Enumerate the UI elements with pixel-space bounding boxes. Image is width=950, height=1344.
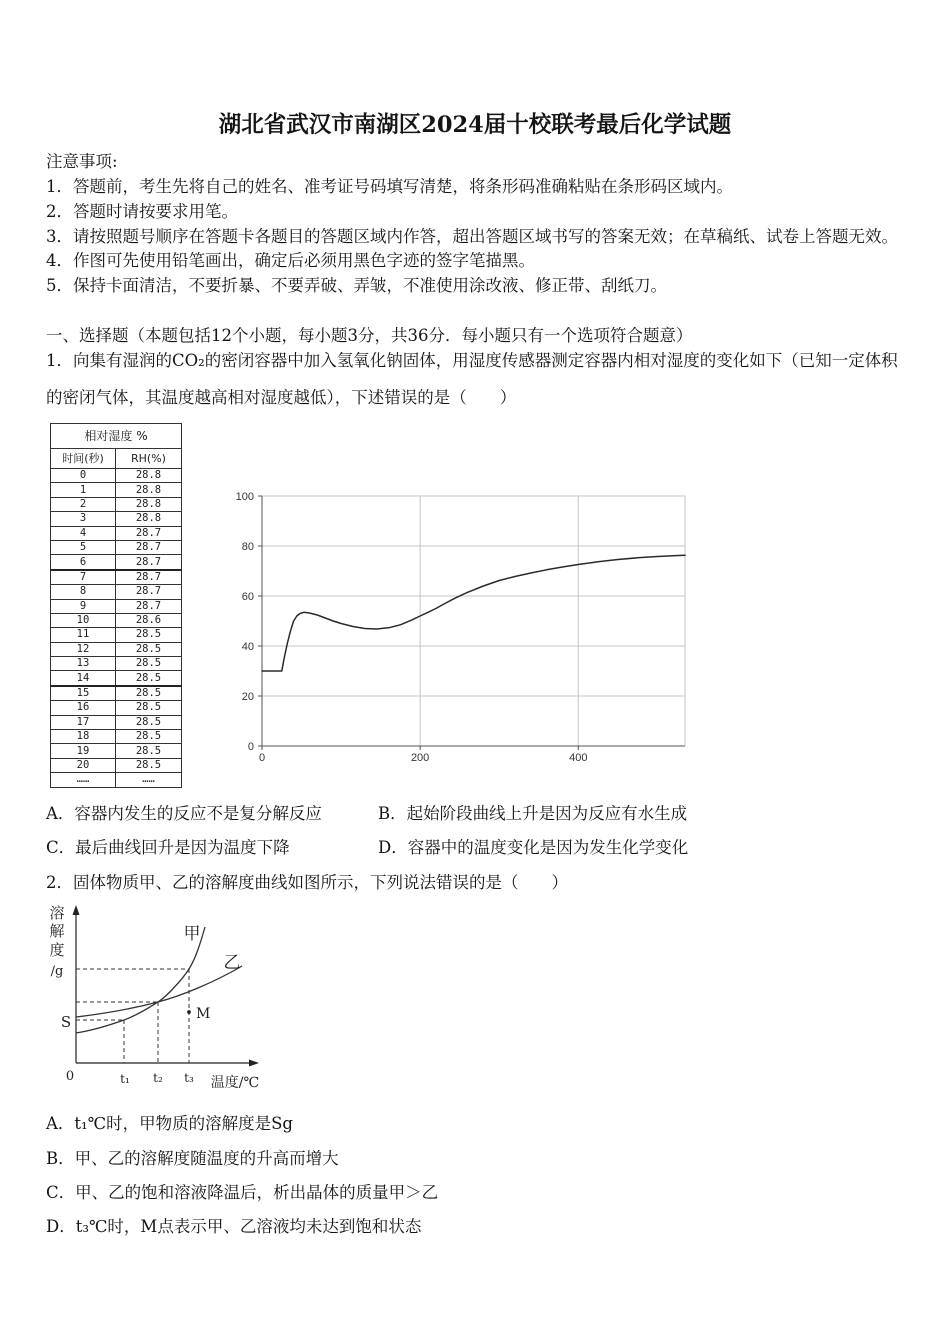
rh-cell: 28.5 [116,744,182,758]
table-header-row [51,449,182,469]
rh-cell: 28.7 [116,555,182,570]
rh-cell: 28.7 [116,585,182,599]
table-row [51,730,182,744]
table-row [51,642,182,656]
time-cell: 5 [51,540,116,554]
rh-cell: 28.5 [116,701,182,715]
y-tick-label: 20 [241,691,254,703]
humidity-table [50,423,182,788]
point-m-label: M [196,1006,211,1022]
question-stem-line: 1．向集有湿润的CO₂的密闭容器中加入氢氧化钠固体，用湿度传感器测定容器内相对湿度的变化如下（已知一定体积 [46,351,898,370]
table-row [51,469,182,483]
point-m [187,1010,191,1014]
question-stem-line: 2．固体物质甲、乙的溶解度曲线如图所示，下列说法错误的是（ ） [46,873,568,892]
chart-marks [236,491,685,764]
table-row [51,599,182,613]
time-cell: …… [51,773,116,787]
y-axis-arrow-icon [73,905,80,915]
option-b: B．起始阶段曲线上升是因为反应有水生成 [378,804,688,823]
rh-cell: 28.5 [116,657,182,671]
table-row [51,555,182,570]
time-cell: 17 [51,715,116,729]
notice-heading: 注意事项: [46,152,118,171]
rh-cell: 28.5 [116,730,182,744]
x-tick-label: 0 [258,752,266,764]
solubility-curve-diagram [40,900,270,1095]
rh-cell: 28.5 [116,686,182,701]
curve-label-jia: 甲 [183,924,201,944]
option-a: A．t₁℃时，甲物质的溶解度是Sg [46,1114,293,1133]
question-stem-line: 的密闭气体，其温度越高相对湿度越低），下述错误的是（ ） [46,388,517,407]
rh-cell: 28.7 [116,526,182,540]
time-cell: 19 [51,744,116,758]
table-row-ellipsis [51,773,182,787]
table-row [51,701,182,715]
time-cell: 8 [51,585,116,599]
rh-series-line [262,555,685,671]
page-title: 湖北省武汉市南湖区2024届十校联考最后化学试题 [218,112,732,138]
table-row [51,512,182,526]
table-row [51,744,182,758]
table-row [51,526,182,540]
table-caption: 相对湿度 % [51,424,182,449]
time-cell: 9 [51,599,116,613]
time-cell: 10 [51,613,116,627]
rh-cell: 28.5 [116,628,182,642]
time-cell: 15 [51,686,116,701]
y-axis-label-char: 度 [49,941,65,959]
s-label: S [60,1013,72,1031]
table-row [51,758,182,772]
x-tick-label: 200 [410,752,430,764]
section-heading: 一、选择题（本题包括12个小题，每小题3分，共36分．每小题只有一个选项符合题意） [46,326,693,345]
table-row [51,497,182,511]
rh-cell: 28.8 [116,512,182,526]
x-axis-label: 温度/℃ [210,1075,260,1091]
time-cell: 13 [51,657,116,671]
column-header-time: 时间(秒) [51,449,116,469]
time-cell: 1 [51,483,116,497]
rh-cell: 28.8 [116,497,182,511]
rh-cell: 28.8 [116,469,182,483]
time-cell: 16 [51,701,116,715]
rh-cell: …… [116,773,182,787]
table-row [51,671,182,686]
notice-item: 2．答题时请按要求用笔。 [46,202,238,221]
rh-cell: 28.5 [116,715,182,729]
y-tick-label: 60 [241,591,254,603]
time-cell: 18 [51,730,116,744]
option-d: D．容器中的温度变化是因为发生化学变化 [378,838,689,857]
notice-item: 4．作图可先使用铅笔画出，确定后必须用黑色字迹的签字笔描黑。 [46,251,535,270]
notice-item: 1．答题前，考生先将自己的姓名、准考证号码填写清楚，将条形码准确粘贴在条形码区域内。 [46,177,733,196]
x-axis-arrow-icon [249,1060,259,1067]
option-d: D．t₃℃时，M点表示甲、乙溶液均未达到饱和状态 [46,1217,422,1236]
time-cell: 20 [51,758,116,772]
option-a: A．容器内发生的反应不是复分解反应 [46,804,322,823]
time-cell: 6 [51,555,116,570]
y-tick-label: 0 [247,741,254,753]
y-tick-label: 40 [241,641,254,653]
y-axis-label-char: 解 [49,922,65,940]
table-row [51,628,182,642]
table-row [51,483,182,497]
t1-label: t₁ [120,1072,130,1086]
table-row [51,657,182,671]
y-tick-label: 100 [235,491,254,503]
rh-cell: 28.7 [116,540,182,554]
table-row [51,613,182,627]
rh-cell: 28.8 [116,483,182,497]
table-row [51,585,182,599]
y-axis-label-char: 溶 [49,904,65,922]
time-cell: 3 [51,512,116,526]
time-cell: 11 [51,628,116,642]
rh-cell: 28.7 [116,570,182,585]
t3-label: t₃ [184,1071,194,1085]
table-row [51,686,182,701]
x-tick-label: 400 [569,752,588,764]
rh-cell: 28.6 [116,613,182,627]
time-cell: 14 [51,671,116,686]
t2-label: t₂ [153,1071,163,1085]
option-c: C．甲、乙的饱和溶液降温后，析出晶体的质量甲＞乙 [46,1183,439,1202]
y-tick-label: 80 [241,541,254,553]
rh-cell: 28.7 [116,599,182,613]
time-cell: 2 [51,497,116,511]
table-row [51,715,182,729]
curve-yi [76,966,242,1017]
table-row [51,570,182,585]
table-caption-row [51,424,182,449]
rh-cell: 28.5 [116,642,182,656]
notice-item: 3．请按照题号顺序在答题卡各题目的答题区域内作答，超出答题区域书写的答案无效；在草稿纸、试卷上答题无效。 [46,227,898,246]
time-cell: 7 [51,570,116,585]
time-cell: 0 [51,469,116,483]
option-b: B．甲、乙的溶解度随温度的升高而增大 [46,1149,339,1168]
time-cell: 12 [51,642,116,656]
y-axis-label-char: /g [50,964,64,979]
column-header-rh: RH(%) [116,449,182,469]
time-cell: 4 [51,526,116,540]
table-body [51,469,182,788]
curve-label-yi: 乙 [223,953,241,973]
origin-label: 0 [65,1069,75,1084]
option-c: C．最后曲线回升是因为温度下降 [46,838,290,857]
notice-item: 5．保持卡面清洁，不要折暴、不要弄破、弄皱，不准使用涂改液、修正带、刮纸刀。 [46,276,667,295]
rh-cell: 28.5 [116,758,182,772]
humidity-line-chart [220,485,700,770]
table-row [51,540,182,554]
rh-cell: 28.5 [116,671,182,686]
